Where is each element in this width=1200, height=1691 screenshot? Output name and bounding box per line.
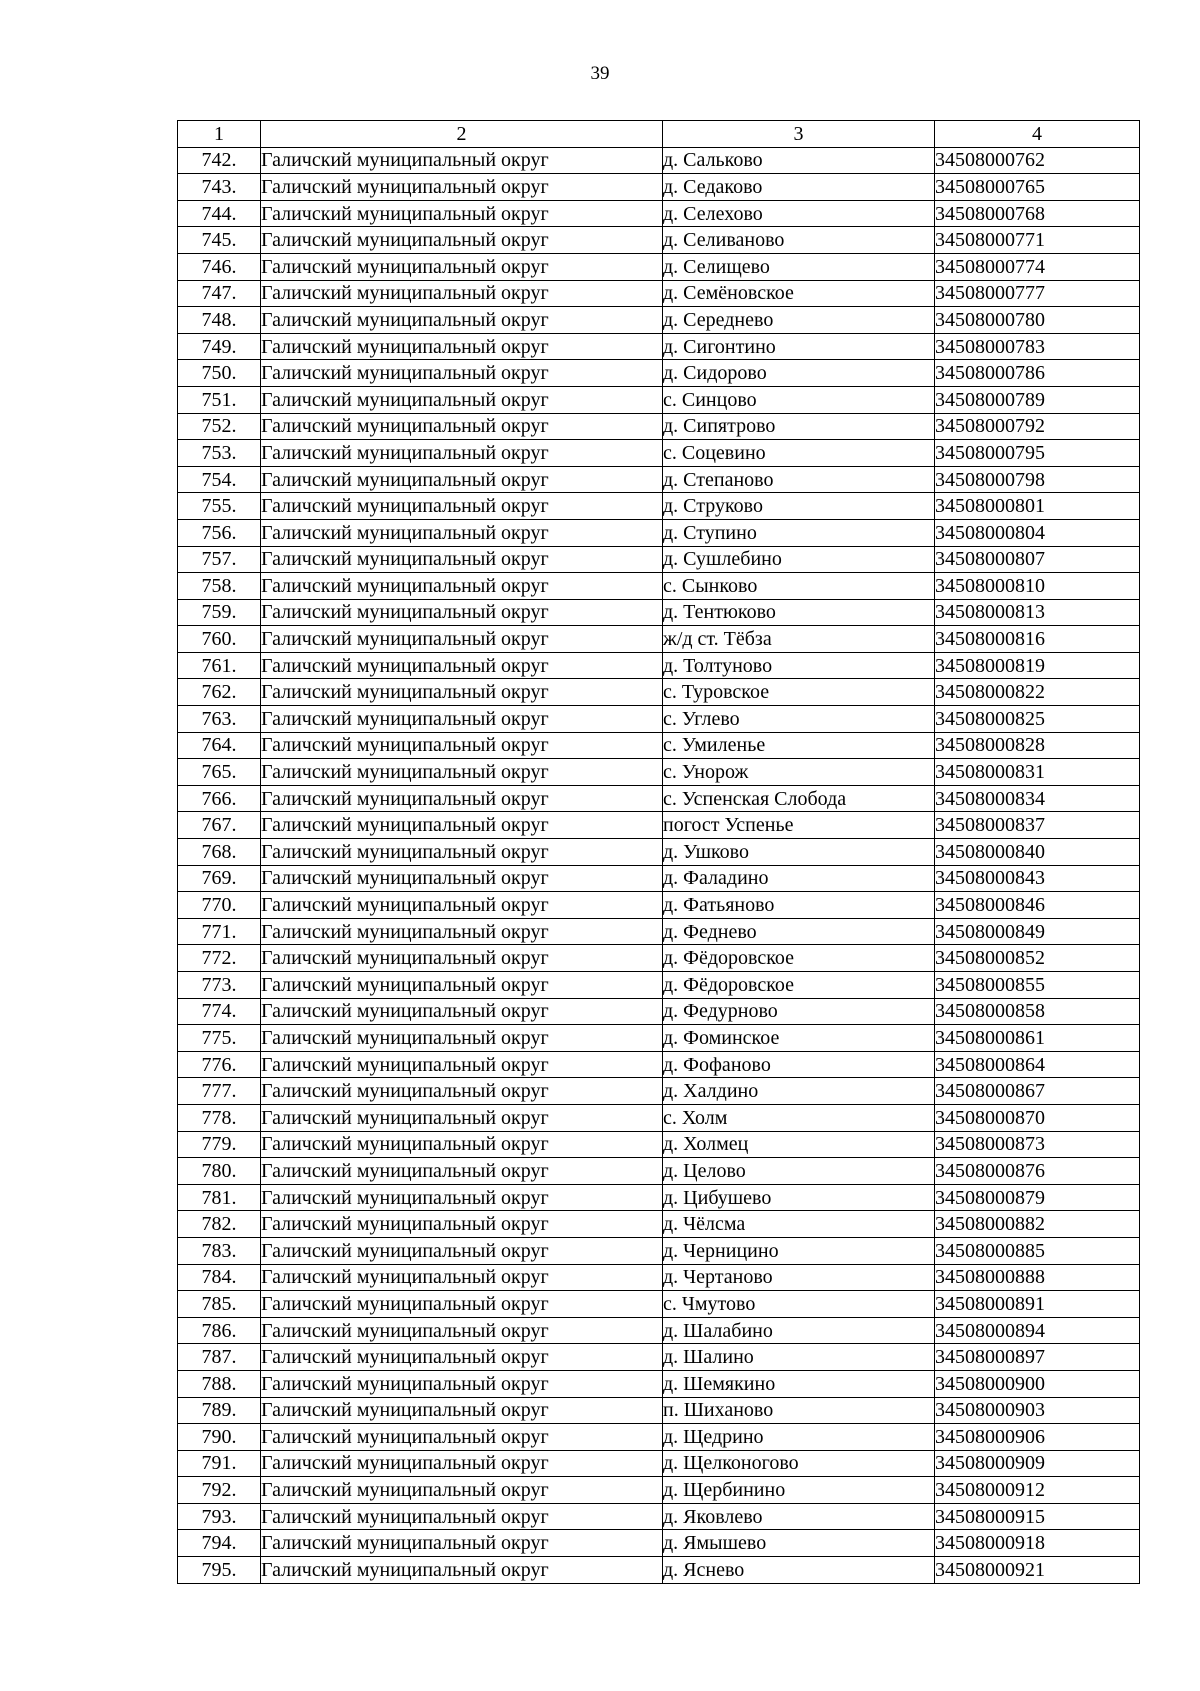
row-number: 785. — [178, 1291, 261, 1318]
oktmo-code: 34508000816 — [935, 626, 1140, 653]
municipal-district: Галичский муниципальный округ — [261, 1104, 663, 1131]
row-number: 756. — [178, 519, 261, 546]
settlement-name: д. Фофаново — [663, 1051, 935, 1078]
municipal-district: Галичский муниципальный округ — [261, 573, 663, 600]
municipal-district: Галичский муниципальный округ — [261, 440, 663, 467]
table-row — [178, 253, 1140, 280]
settlement-name: д. Черницино — [663, 1237, 935, 1264]
municipal-district: Галичский муниципальный округ — [261, 1370, 663, 1397]
settlement-name: д. Чёлсма — [663, 1211, 935, 1238]
oktmo-code: 34508000783 — [935, 333, 1140, 360]
oktmo-code: 34508000900 — [935, 1370, 1140, 1397]
settlement-name: с. Туровское — [663, 679, 935, 706]
settlement-name: д. Ямышево — [663, 1530, 935, 1557]
municipal-district: Галичский муниципальный округ — [261, 1503, 663, 1530]
table-row — [178, 1184, 1140, 1211]
municipal-district: Галичский муниципальный округ — [261, 1424, 663, 1451]
table-row — [178, 174, 1140, 201]
municipal-district: Галичский муниципальный округ — [261, 1264, 663, 1291]
table-row — [178, 413, 1140, 440]
oktmo-code: 34508000810 — [935, 573, 1140, 600]
row-number: 794. — [178, 1530, 261, 1557]
settlement-name: д. Сигонтино — [663, 333, 935, 360]
row-number: 743. — [178, 174, 261, 201]
municipal-district: Галичский муниципальный округ — [261, 307, 663, 334]
settlement-name: д. Фёдоровское — [663, 945, 935, 972]
table-row — [178, 333, 1140, 360]
row-number: 757. — [178, 546, 261, 573]
header-row — [178, 121, 1140, 148]
municipal-district: Галичский муниципальный округ — [261, 972, 663, 999]
municipal-district: Галичский муниципальный округ — [261, 493, 663, 520]
settlement-name: д. Селехово — [663, 200, 935, 227]
municipal-district: Галичский муниципальный округ — [261, 706, 663, 733]
oktmo-code: 34508000855 — [935, 972, 1140, 999]
settlement-name: д. Фатьяново — [663, 892, 935, 919]
row-number: 784. — [178, 1264, 261, 1291]
settlement-name: д. Сипятрово — [663, 413, 935, 440]
settlement-name: д. Струково — [663, 493, 935, 520]
oktmo-code: 34508000819 — [935, 652, 1140, 679]
row-number: 763. — [178, 706, 261, 733]
oktmo-code: 34508000876 — [935, 1158, 1140, 1185]
municipal-district: Галичский муниципальный округ — [261, 253, 663, 280]
row-number: 787. — [178, 1344, 261, 1371]
oktmo-code: 34508000903 — [935, 1397, 1140, 1424]
table-row — [178, 599, 1140, 626]
settlement-name: с. Углево — [663, 706, 935, 733]
table-row — [178, 706, 1140, 733]
oktmo-code: 34508000828 — [935, 732, 1140, 759]
row-number: 751. — [178, 386, 261, 413]
municipal-district: Галичский муниципальный округ — [261, 865, 663, 892]
settlement-name: д. Фаладино — [663, 865, 935, 892]
oktmo-code: 34508000909 — [935, 1450, 1140, 1477]
settlement-name: ж/д ст. Тёбза — [663, 626, 935, 653]
oktmo-code: 34508000765 — [935, 174, 1140, 201]
row-number: 760. — [178, 626, 261, 653]
municipal-district: Галичский муниципальный округ — [261, 174, 663, 201]
oktmo-code: 34508000837 — [935, 812, 1140, 839]
table-row — [178, 1264, 1140, 1291]
page-number: 39 — [590, 63, 610, 84]
row-number: 742. — [178, 147, 261, 174]
settlement-name: д. Холмец — [663, 1131, 935, 1158]
row-number: 753. — [178, 440, 261, 467]
municipal-district: Галичский муниципальный округ — [261, 1530, 663, 1557]
table-row — [178, 466, 1140, 493]
row-number: 781. — [178, 1184, 261, 1211]
table-row — [178, 679, 1140, 706]
municipal-district: Галичский муниципальный округ — [261, 546, 663, 573]
row-number: 752. — [178, 413, 261, 440]
table-row — [178, 1051, 1140, 1078]
oktmo-code: 34508000873 — [935, 1131, 1140, 1158]
settlement-name: д. Селиваново — [663, 227, 935, 254]
municipal-district: Галичский муниципальный округ — [261, 1450, 663, 1477]
settlement-name: д. Халдино — [663, 1078, 935, 1105]
table-row — [178, 360, 1140, 387]
settlement-name: с. Холм — [663, 1104, 935, 1131]
settlement-name: с. Умиленье — [663, 732, 935, 759]
row-number: 754. — [178, 466, 261, 493]
municipal-district: Галичский муниципальный округ — [261, 998, 663, 1025]
oktmo-code: 34508000843 — [935, 865, 1140, 892]
table-row — [178, 1078, 1140, 1105]
oktmo-code: 34508000807 — [935, 546, 1140, 573]
table-row — [178, 626, 1140, 653]
settlement-name: д. Чертаново — [663, 1264, 935, 1291]
row-number: 748. — [178, 307, 261, 334]
oktmo-code: 34508000780 — [935, 307, 1140, 334]
table-row — [178, 200, 1140, 227]
oktmo-code: 34508000912 — [935, 1477, 1140, 1504]
settlement-name: д. Фёдоровское — [663, 972, 935, 999]
row-number: 765. — [178, 759, 261, 786]
municipal-district: Галичский муниципальный округ — [261, 732, 663, 759]
oktmo-code: 34508000918 — [935, 1530, 1140, 1557]
municipal-district: Галичский муниципальный округ — [261, 519, 663, 546]
oktmo-code: 34508000777 — [935, 280, 1140, 307]
settlement-name: д. Щелконогово — [663, 1450, 935, 1477]
municipal-district: Галичский муниципальный округ — [261, 1211, 663, 1238]
table-row — [178, 1104, 1140, 1131]
row-number: 788. — [178, 1370, 261, 1397]
settlement-name: д. Семёновское — [663, 280, 935, 307]
municipal-district: Галичский муниципальный округ — [261, 759, 663, 786]
municipal-district: Галичский муниципальный округ — [261, 280, 663, 307]
oktmo-code: 34508000822 — [935, 679, 1140, 706]
row-number: 769. — [178, 865, 261, 892]
table-row — [178, 493, 1140, 520]
settlement-name: д. Шалабино — [663, 1317, 935, 1344]
row-number: 758. — [178, 573, 261, 600]
settlement-name: д. Степаново — [663, 466, 935, 493]
municipal-district: Галичский муниципальный округ — [261, 466, 663, 493]
table-row — [178, 1344, 1140, 1371]
settlement-name: п. Шиханово — [663, 1397, 935, 1424]
table-row — [178, 1530, 1140, 1557]
oktmo-code: 34508000792 — [935, 413, 1140, 440]
table-row — [178, 1503, 1140, 1530]
municipal-district: Галичский муниципальный округ — [261, 200, 663, 227]
row-number: 750. — [178, 360, 261, 387]
municipal-district: Галичский муниципальный округ — [261, 1184, 663, 1211]
settlement-name: д. Яснево — [663, 1557, 935, 1584]
oktmo-code: 34508000834 — [935, 785, 1140, 812]
table-row — [178, 1237, 1140, 1264]
municipal-district: Галичский муниципальный округ — [261, 1291, 663, 1318]
table-row — [178, 918, 1140, 945]
municipal-district: Галичский муниципальный округ — [261, 386, 663, 413]
row-number: 764. — [178, 732, 261, 759]
municipal-district: Галичский муниципальный округ — [261, 1025, 663, 1052]
table-row — [178, 573, 1140, 600]
oktmo-code: 34508000804 — [935, 519, 1140, 546]
table-row — [178, 839, 1140, 866]
settlement-name: с. Сынково — [663, 573, 935, 600]
row-number: 782. — [178, 1211, 261, 1238]
oktmo-code: 34508000897 — [935, 1344, 1140, 1371]
table-row — [178, 1158, 1140, 1185]
settlement-name: д. Сальково — [663, 147, 935, 174]
municipal-district: Галичский муниципальный округ — [261, 1477, 663, 1504]
settlement-name: д. Ушково — [663, 839, 935, 866]
row-number: 744. — [178, 200, 261, 227]
settlement-name: д. Селищево — [663, 253, 935, 280]
municipal-district: Галичский муниципальный округ — [261, 918, 663, 945]
table-row — [178, 785, 1140, 812]
municipal-district: Галичский муниципальный округ — [261, 413, 663, 440]
table-row — [178, 812, 1140, 839]
row-number: 776. — [178, 1051, 261, 1078]
settlement-name: д. Сушлебино — [663, 546, 935, 573]
table-row — [178, 1477, 1140, 1504]
table-header — [178, 121, 1140, 148]
oktmo-code: 34508000762 — [935, 147, 1140, 174]
municipal-district: Галичский муниципальный округ — [261, 785, 663, 812]
oktmo-code: 34508000894 — [935, 1317, 1140, 1344]
row-number: 767. — [178, 812, 261, 839]
municipal-district: Галичский муниципальный округ — [261, 679, 663, 706]
settlement-name: д. Середнево — [663, 307, 935, 334]
table-row — [178, 1370, 1140, 1397]
row-number: 759. — [178, 599, 261, 626]
row-number: 766. — [178, 785, 261, 812]
table-row — [178, 652, 1140, 679]
settlement-name: д. Толтуново — [663, 652, 935, 679]
oktmo-code: 34508000906 — [935, 1424, 1140, 1451]
row-number: 792. — [178, 1477, 261, 1504]
table-row — [178, 1424, 1140, 1451]
oktmo-code: 34508000921 — [935, 1557, 1140, 1584]
table-row — [178, 865, 1140, 892]
table-row — [178, 1291, 1140, 1318]
settlement-name: д. Феднево — [663, 918, 935, 945]
settlement-name: д. Ступино — [663, 519, 935, 546]
settlement-name: с. Унорож — [663, 759, 935, 786]
municipal-district: Галичский муниципальный округ — [261, 1051, 663, 1078]
oktmo-code: 34508000831 — [935, 759, 1140, 786]
settlement-name: погост Успенье — [663, 812, 935, 839]
oktmo-code: 34508000825 — [935, 706, 1140, 733]
table-row — [178, 307, 1140, 334]
municipal-district: Галичский муниципальный округ — [261, 1078, 663, 1105]
settlement-name: д. Федурново — [663, 998, 935, 1025]
settlement-name: с. Чмутово — [663, 1291, 935, 1318]
oktmo-code: 34508000849 — [935, 918, 1140, 945]
municipal-district: Галичский муниципальный округ — [261, 892, 663, 919]
row-number: 783. — [178, 1237, 261, 1264]
settlement-name: с. Соцевино — [663, 440, 935, 467]
row-number: 745. — [178, 227, 261, 254]
settlement-name: д. Яковлево — [663, 1503, 935, 1530]
oktmo-code: 34508000891 — [935, 1291, 1140, 1318]
table-body — [178, 147, 1140, 1583]
table-row — [178, 1025, 1140, 1052]
oktmo-code: 34508000840 — [935, 839, 1140, 866]
row-number: 775. — [178, 1025, 261, 1052]
municipal-district: Галичский муниципальный округ — [261, 945, 663, 972]
table-row — [178, 519, 1140, 546]
oktmo-code: 34508000795 — [935, 440, 1140, 467]
table-row — [178, 998, 1140, 1025]
row-number: 777. — [178, 1078, 261, 1105]
oktmo-code: 34508000885 — [935, 1237, 1140, 1264]
oktmo-code: 34508000813 — [935, 599, 1140, 626]
row-number: 771. — [178, 918, 261, 945]
settlement-name: с. Синцово — [663, 386, 935, 413]
table-row — [178, 1450, 1140, 1477]
table-row — [178, 732, 1140, 759]
row-number: 768. — [178, 839, 261, 866]
settlements-table — [177, 120, 1140, 1584]
settlement-name: д. Сидорово — [663, 360, 935, 387]
oktmo-code: 34508000864 — [935, 1051, 1140, 1078]
oktmo-code: 34508000861 — [935, 1025, 1140, 1052]
municipal-district: Галичский муниципальный округ — [261, 1344, 663, 1371]
oktmo-code: 34508000915 — [935, 1503, 1140, 1530]
table-row — [178, 1397, 1140, 1424]
oktmo-code: 34508000852 — [935, 945, 1140, 972]
settlement-name: д. Шемякино — [663, 1370, 935, 1397]
table-row — [178, 1131, 1140, 1158]
settlement-name: д. Цибушево — [663, 1184, 935, 1211]
oktmo-code: 34508000858 — [935, 998, 1140, 1025]
row-number: 770. — [178, 892, 261, 919]
table-row — [178, 945, 1140, 972]
table-row — [178, 1211, 1140, 1238]
municipal-district: Галичский муниципальный округ — [261, 1131, 663, 1158]
row-number: 789. — [178, 1397, 261, 1424]
row-number: 778. — [178, 1104, 261, 1131]
row-number: 791. — [178, 1450, 261, 1477]
table-row — [178, 280, 1140, 307]
column-header-2: 2 — [261, 121, 663, 148]
column-header-4: 4 — [935, 121, 1140, 148]
municipal-district: Галичский муниципальный округ — [261, 1158, 663, 1185]
municipal-district: Галичский муниципальный округ — [261, 839, 663, 866]
row-number: 795. — [178, 1557, 261, 1584]
municipal-district: Галичский муниципальный округ — [261, 626, 663, 653]
municipal-district: Галичский муниципальный округ — [261, 599, 663, 626]
municipal-district: Галичский муниципальный округ — [261, 333, 663, 360]
table-row — [178, 1557, 1140, 1584]
table-row — [178, 440, 1140, 467]
municipal-district: Галичский муниципальный округ — [261, 147, 663, 174]
row-number: 780. — [178, 1158, 261, 1185]
oktmo-code: 34508000870 — [935, 1104, 1140, 1131]
oktmo-code: 34508000846 — [935, 892, 1140, 919]
row-number: 786. — [178, 1317, 261, 1344]
row-number: 790. — [178, 1424, 261, 1451]
municipal-district: Галичский муниципальный округ — [261, 652, 663, 679]
settlement-name: д. Целово — [663, 1158, 935, 1185]
row-number: 747. — [178, 280, 261, 307]
table-row — [178, 227, 1140, 254]
settlement-name: д. Щербинино — [663, 1477, 935, 1504]
settlement-name: д. Тентюково — [663, 599, 935, 626]
oktmo-code: 34508000786 — [935, 360, 1140, 387]
table-row — [178, 1317, 1140, 1344]
municipal-district: Галичский муниципальный округ — [261, 1237, 663, 1264]
municipal-district: Галичский муниципальный округ — [261, 227, 663, 254]
oktmo-code: 34508000882 — [935, 1211, 1140, 1238]
row-number: 774. — [178, 998, 261, 1025]
oktmo-code: 34508000888 — [935, 1264, 1140, 1291]
settlement-name: д. Шалино — [663, 1344, 935, 1371]
settlement-name: д. Щедрино — [663, 1424, 935, 1451]
settlement-name: с. Успенская Слобода — [663, 785, 935, 812]
municipal-district: Галичский муниципальный округ — [261, 1557, 663, 1584]
oktmo-code: 34508000798 — [935, 466, 1140, 493]
table-row — [178, 759, 1140, 786]
municipal-district: Галичский муниципальный округ — [261, 1397, 663, 1424]
row-number: 793. — [178, 1503, 261, 1530]
oktmo-code: 34508000879 — [935, 1184, 1140, 1211]
oktmo-code: 34508000771 — [935, 227, 1140, 254]
row-number: 755. — [178, 493, 261, 520]
settlement-name: д. Фоминское — [663, 1025, 935, 1052]
row-number: 772. — [178, 945, 261, 972]
row-number: 746. — [178, 253, 261, 280]
row-number: 761. — [178, 652, 261, 679]
municipal-district: Галичский муниципальный округ — [261, 812, 663, 839]
row-number: 779. — [178, 1131, 261, 1158]
table-row — [178, 147, 1140, 174]
oktmo-code: 34508000801 — [935, 493, 1140, 520]
oktmo-code: 34508000867 — [935, 1078, 1140, 1105]
oktmo-code: 34508000768 — [935, 200, 1140, 227]
oktmo-code: 34508000774 — [935, 253, 1140, 280]
settlement-name: д. Седаково — [663, 174, 935, 201]
row-number: 773. — [178, 972, 261, 999]
row-number: 762. — [178, 679, 261, 706]
municipal-district: Галичский муниципальный округ — [261, 360, 663, 387]
oktmo-code: 34508000789 — [935, 386, 1140, 413]
table-row — [178, 546, 1140, 573]
table-row — [178, 386, 1140, 413]
column-header-1: 1 — [178, 121, 261, 148]
municipal-district: Галичский муниципальный округ — [261, 1317, 663, 1344]
column-header-3: 3 — [663, 121, 935, 148]
table-row — [178, 972, 1140, 999]
row-number: 749. — [178, 333, 261, 360]
table-row — [178, 892, 1140, 919]
